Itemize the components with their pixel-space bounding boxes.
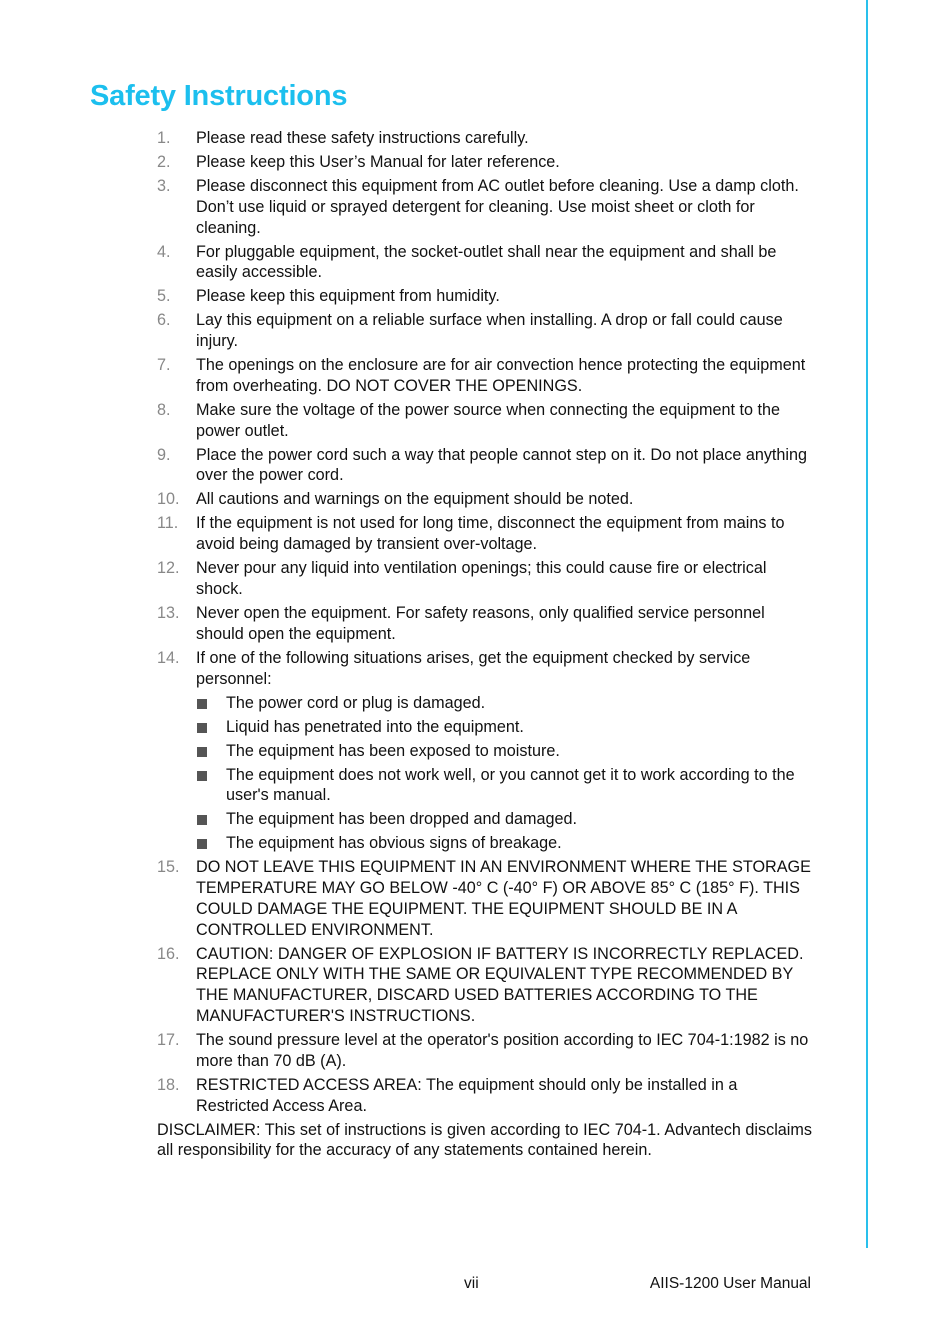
item-text: Please read these safety instructions carefully. — [196, 129, 529, 147]
list-item — [157, 603, 812, 645]
item-text: Lay this equipment on a reliable surface when installing. A drop or fall could cause injury. — [196, 311, 783, 351]
square-bullet-icon — [196, 693, 226, 714]
item-text: Please disconnect this equipment from AC outlet before cleaning. Use a damp cloth. Don’t use liquid or sprayed detergent for cleaning. Use moist sheet or cloth for cleaning. — [196, 176, 799, 237]
item-text: The sound pressure level at the operator's position according to IEC 704-1:1982 is no more than 70 dB (A). — [196, 1031, 809, 1070]
sub-list-item — [196, 809, 812, 830]
item-number: 2. — [157, 152, 171, 171]
item-text: DO NOT LEAVE THIS EQUIPMENT IN AN ENVIRONMENT WHERE THE STORAGE TEMPERATURE MAY GO BELOW -40° C (-40° F) OR ABOVE 85° C (185° F). THIS COULD DAMAGE THE EQUIPMENT. THE EQUIPMENT SHOULD BE IN A CONTROLLED ENVIRONMENT. — [196, 858, 811, 939]
sub-list-item — [196, 765, 812, 807]
item-text: Please keep this User’s Manual for later reference. — [196, 152, 560, 171]
list-item — [157, 1075, 812, 1117]
square-bullet-icon — [196, 765, 226, 807]
item-text: The openings on the enclosure are for air convection hence protecting the equipment from overheating. DO NOT COVER THE OPENINGS. — [196, 356, 806, 395]
list-item — [157, 489, 812, 510]
page-number: vii — [464, 1275, 479, 1292]
sub-list-item — [196, 693, 812, 714]
item-text: Please keep this equipment from humidity. — [196, 287, 500, 306]
disclaimer-paragraph: DISCLAIMER: This set of instructions is given according to IEC 704-1. Advantech disclaims all responsibility for the accuracy of any statements contained herein. — [157, 1120, 812, 1160]
item-text: CAUTION: DANGER OF EXPLOSION IF BATTERY IS INCORRECTLY REPLACED. REPLACE ONLY WITH THE SAME OR EQUIVALENT TYPE RECOMMENDED BY THE MANUFACTURER, DISCARD USED BATTERIES ACCORDING TO THE MANUFACTURER'S INSTRUCTIONS. — [196, 944, 804, 1026]
sub-list-item — [196, 833, 812, 854]
list-item — [157, 558, 812, 600]
sub-item-text: The equipment has obvious signs of breakage. — [226, 834, 562, 853]
item-number: 3. — [157, 176, 171, 195]
sub-list-item — [196, 741, 812, 762]
manual-name: AIIS-1200 User Manual — [649, 1275, 811, 1292]
item-number: 10. — [157, 490, 180, 509]
item-number: 13. — [157, 603, 180, 622]
safety-list — [157, 128, 812, 1161]
list-item — [157, 128, 812, 149]
item-number: 16. — [157, 944, 180, 963]
list-item — [157, 1030, 812, 1072]
list-item — [157, 176, 812, 238]
item-text: RESTRICTED ACCESS AREA: The equipment should only be installed in a Restricted Access Area. — [196, 1075, 738, 1115]
item-text: Never pour any liquid into ventilation openings; this could cause fire or electrical shock. — [196, 559, 767, 598]
item-number: 5. — [157, 287, 171, 306]
list-item — [157, 857, 812, 940]
square-bullet-icon — [196, 809, 226, 830]
sub-item-text: The equipment has been exposed to moisture. — [226, 741, 560, 760]
item-text: If one of the following situations arises, get the equipment checked by service personnel: — [196, 648, 751, 688]
item-number: 8. — [157, 400, 171, 419]
item-number: 6. — [157, 311, 171, 330]
margin-rule — [866, 0, 868, 1248]
item-number: 1. — [157, 129, 171, 147]
item-text: If the equipment is not used for long time, disconnect the equipment from mains to avoid being damaged by transient over-voltage. — [196, 514, 785, 554]
item-number: 14. — [157, 648, 180, 667]
item-number: 9. — [157, 445, 171, 464]
square-bullet-icon — [196, 717, 226, 738]
sub-item-text: The power cord or plug is damaged. — [226, 693, 486, 712]
item-number: 12. — [157, 559, 180, 578]
list-item — [157, 355, 812, 397]
sub-item-text: The equipment does not work well, or you cannot get it to work according to the user's manual. — [226, 765, 795, 805]
item-number: 15. — [157, 858, 180, 877]
page-title: Safety Instructions — [90, 80, 348, 112]
sub-item-text: The equipment has been dropped and damaged. — [226, 810, 577, 829]
item-text: For pluggable equipment, the socket-outlet shall near the equipment and shall be easily accessible. — [196, 242, 777, 282]
item-text: All cautions and warnings on the equipment should be noted. — [196, 490, 634, 509]
square-bullet-icon — [196, 833, 226, 854]
item-number: 4. — [157, 242, 171, 261]
list-item — [157, 513, 812, 555]
item-text: Place the power cord such a way that people cannot step on it. Do not place anything over the power cord. — [196, 445, 808, 485]
square-bullet-icon — [196, 741, 226, 762]
item-number: 17. — [157, 1031, 180, 1049]
list-item — [157, 242, 812, 284]
list-item — [157, 648, 812, 854]
item-number: 18. — [157, 1075, 180, 1094]
item-number: 11. — [157, 514, 179, 533]
item-text: Never open the equipment. For safety reasons, only qualified service personnel should open the equipment. — [196, 603, 765, 643]
list-item — [157, 310, 812, 352]
sub-item-text: Liquid has penetrated into the equipment. — [226, 717, 524, 736]
item-text: Make sure the voltage of the power source when connecting the equipment to the power outlet. — [196, 400, 781, 440]
list-item — [157, 152, 812, 173]
item-number: 7. — [157, 356, 171, 375]
list-item — [157, 400, 812, 442]
list-item — [157, 286, 812, 307]
list-item — [157, 445, 812, 487]
sub-list-item — [196, 717, 812, 738]
list-item — [157, 944, 812, 1027]
